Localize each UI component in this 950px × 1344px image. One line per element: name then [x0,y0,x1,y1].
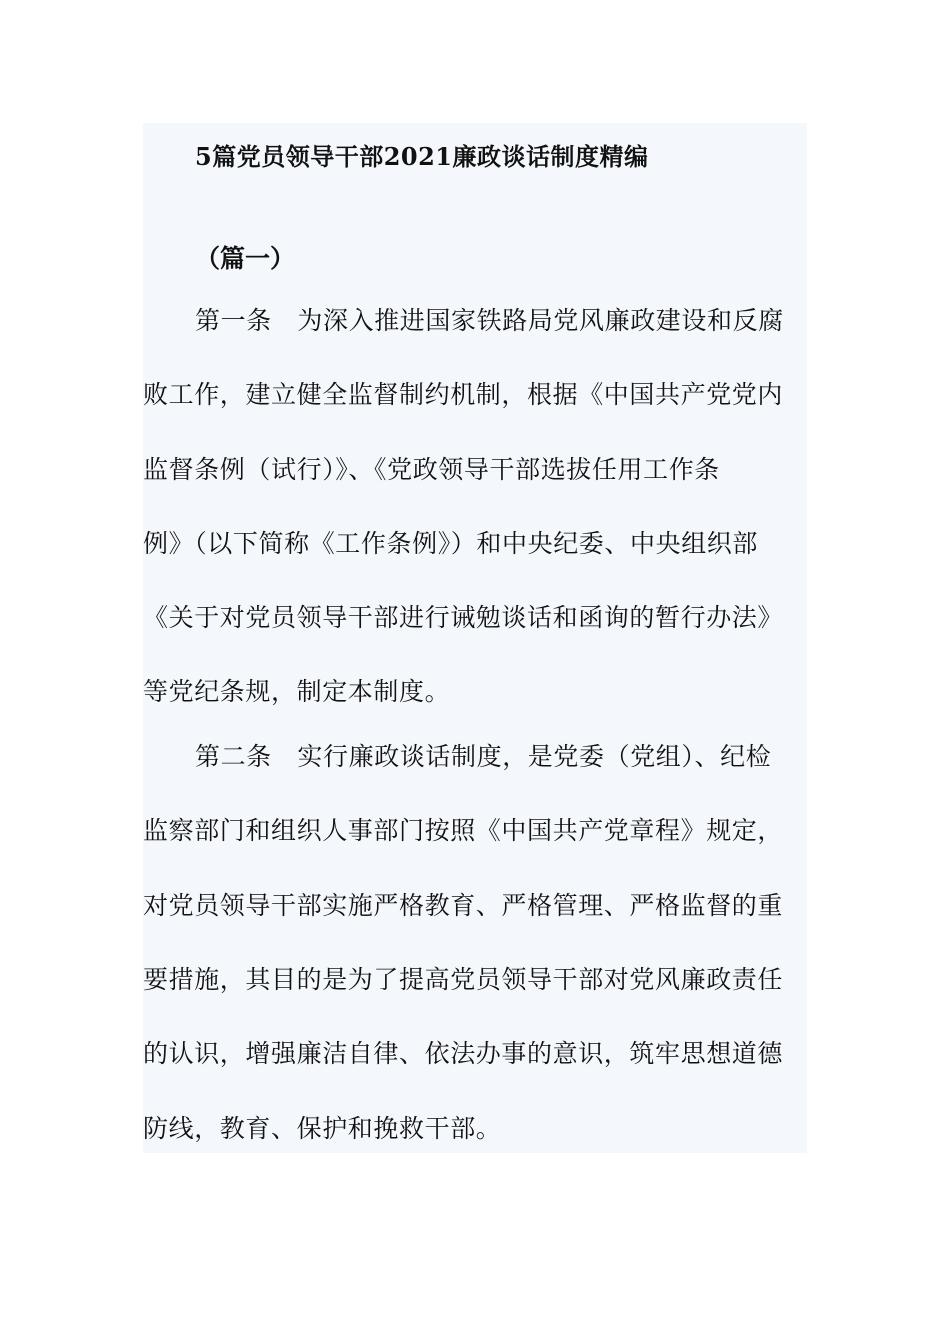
paragraph-line: 《关于对党员领导干部进行诫勉谈话和函询的暂行办法》 [143,603,784,632]
document-content [143,123,807,1153]
paragraph-line: 要措施，其目的是为了提高党员领导干部对党风廉政责任 [143,965,784,994]
paragraph-line: 第二条 实行廉政谈话制度，是党委（党组）、纪检 [195,742,772,771]
paragraph-line: 败工作，建立健全监督制约机制，根据《中国共产党党内 [143,380,784,409]
section-heading: （篇一） [195,244,296,273]
document-title: 5篇党员领导干部2021廉政谈话制度精编 [195,142,649,171]
paragraph-line: 对党员领导干部实施严格教育、严格管理、严格监督的重 [143,891,784,920]
paragraph-line: 例》（以下简称《工作条例》）和中央纪委、中央组织部 [143,529,759,558]
paragraph-line: 等党纪条规，制定本制度。 [143,677,451,706]
paragraph-line: 监察部门和组织人事部门按照《中国共产党章程》规定， [143,816,784,845]
paragraph-line: 第一条 为深入推进国家铁路局党风廉政建设和反腐 [195,306,784,335]
paragraph-line: 的认识，增强廉洁自律、依法办事的意识，筑牢思想道德 [143,1039,784,1068]
paragraph-line: 监督条例（试行）》、《党政领导干部选拔任用工作条 [143,455,720,484]
paragraph-line: 防线，教育、保护和挽救干部。 [143,1114,502,1143]
